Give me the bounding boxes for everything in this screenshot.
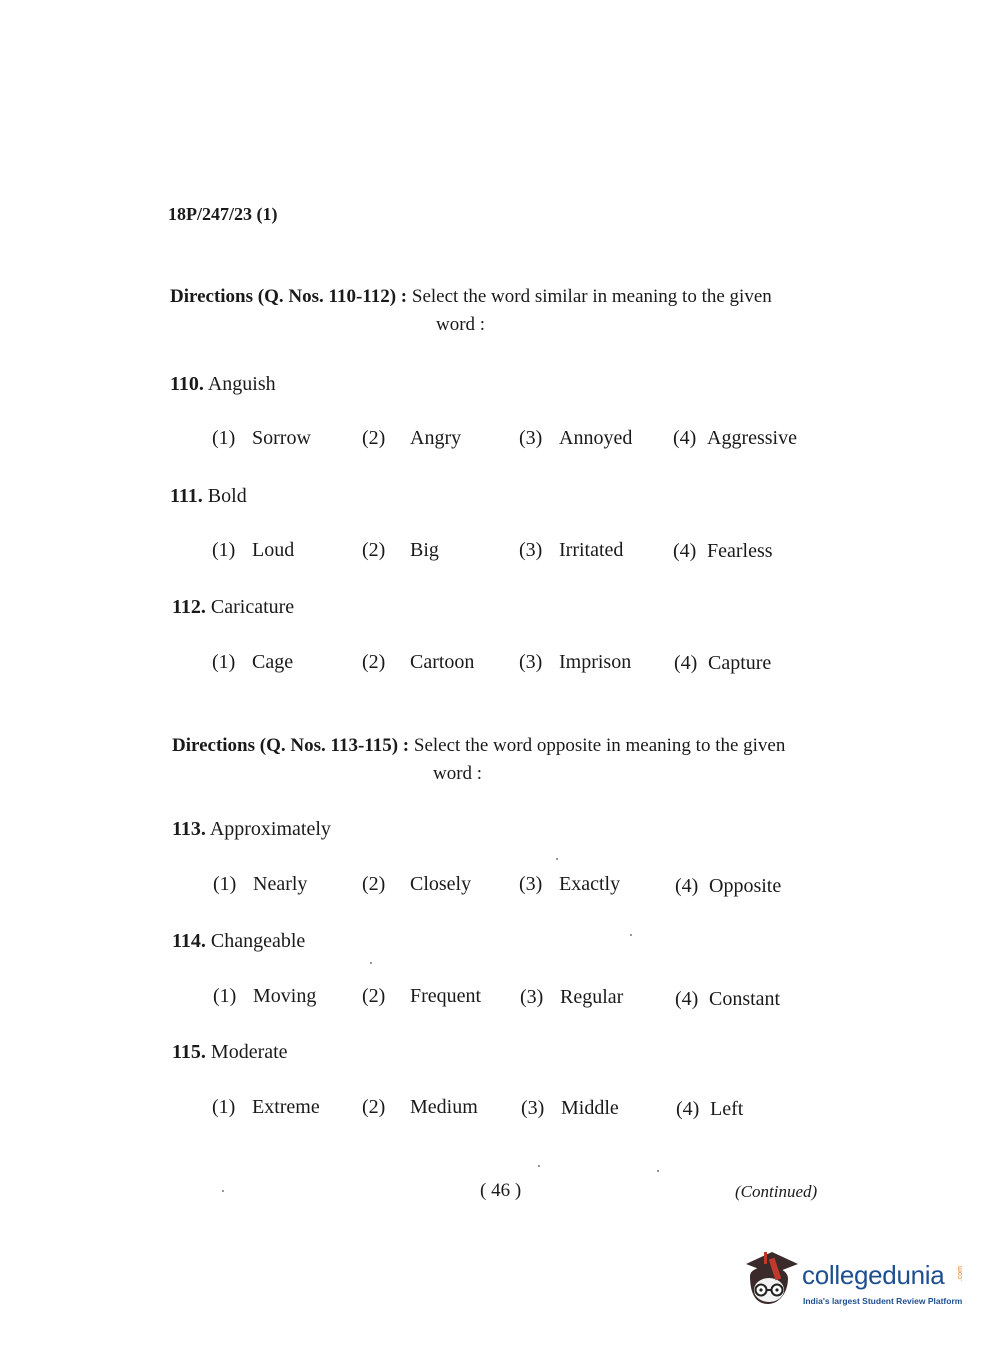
option-number: (1) xyxy=(212,539,236,561)
option-text: Irritated xyxy=(559,539,624,561)
option-110-2 xyxy=(362,427,461,450)
question-113 xyxy=(172,818,331,841)
option-text: Capture xyxy=(708,652,772,674)
collegedunia-logo xyxy=(742,1250,972,1315)
scan-speck xyxy=(630,934,632,936)
option-number: (3) xyxy=(520,986,544,1008)
option-text: Closely xyxy=(410,873,472,895)
option-number: (4) xyxy=(675,988,699,1010)
option-number: (2) xyxy=(362,427,386,449)
directions-label: Directions (Q. Nos. 110-112) : xyxy=(170,286,408,307)
option-114-1 xyxy=(213,985,316,1008)
option-text: Constant xyxy=(709,988,781,1010)
option-text: Big xyxy=(410,539,439,561)
question-110 xyxy=(170,373,276,396)
option-number: (1) xyxy=(212,427,236,449)
question-111 xyxy=(170,485,247,508)
option-113-3 xyxy=(519,873,620,896)
option-111-2 xyxy=(362,539,439,562)
option-112-1 xyxy=(212,651,293,674)
option-text: Aggressive xyxy=(707,427,797,449)
option-number: (3) xyxy=(519,873,543,895)
option-number: (4) xyxy=(673,427,697,449)
option-text: Cage xyxy=(252,651,294,673)
question-word: Bold xyxy=(207,485,247,507)
logo-brand: collegedunia xyxy=(802,1260,945,1290)
option-114-2 xyxy=(362,985,481,1008)
option-112-2 xyxy=(362,651,474,674)
option-number: (2) xyxy=(362,985,386,1007)
directions-text: Select the word opposite in meaning to the given xyxy=(413,735,786,756)
option-text: Middle xyxy=(561,1097,619,1119)
directions-continuation: word : xyxy=(436,314,486,335)
option-number: (4) xyxy=(676,1098,700,1120)
option-115-4 xyxy=(676,1098,743,1121)
option-text: Imprison xyxy=(559,651,632,673)
option-number: (3) xyxy=(521,1097,545,1119)
option-number: (4) xyxy=(674,652,698,674)
question-word: Caricature xyxy=(210,596,295,618)
directions-section-2 xyxy=(172,735,785,757)
question-number: 110. xyxy=(170,373,204,395)
question-112 xyxy=(172,596,294,619)
option-text: Frequent xyxy=(410,985,482,1007)
question-number: 113. xyxy=(172,818,206,840)
option-114-4 xyxy=(675,988,780,1011)
question-word: Approximately xyxy=(209,818,331,840)
scan-speck xyxy=(538,1165,540,1167)
directions-text: Select the word similar in meaning to the given xyxy=(411,286,772,307)
option-text: Opposite xyxy=(709,875,782,897)
option-113-2 xyxy=(362,873,471,896)
option-113-4 xyxy=(675,875,781,898)
option-115-2 xyxy=(362,1096,478,1119)
question-number: 115. xyxy=(172,1041,206,1063)
option-number: (2) xyxy=(362,539,386,561)
option-text: Medium xyxy=(410,1096,478,1118)
question-number: 114. xyxy=(172,930,206,952)
scan-speck xyxy=(657,1170,659,1172)
option-114-3 xyxy=(520,986,623,1009)
option-115-3 xyxy=(521,1097,619,1120)
question-number: 111. xyxy=(170,485,203,507)
directions-continuation: word : xyxy=(433,763,483,784)
option-text: Fearless xyxy=(707,540,773,562)
option-110-4 xyxy=(673,427,797,450)
option-number: (1) xyxy=(212,651,236,673)
option-number: (2) xyxy=(362,651,386,673)
option-113-1 xyxy=(213,873,307,896)
option-text: Loud xyxy=(252,539,295,561)
directions-label: Directions (Q. Nos. 113-115) : xyxy=(172,735,410,756)
page-number: ( 46 ) xyxy=(480,1180,522,1201)
logo-domain-suffix: .com xyxy=(957,1266,964,1282)
scan-speck xyxy=(370,962,372,964)
paper-code: 18P/247/23 (1) xyxy=(168,204,278,224)
question-115 xyxy=(172,1041,288,1064)
option-number: (3) xyxy=(519,651,543,673)
option-111-1 xyxy=(212,539,294,562)
question-number: 112. xyxy=(172,596,206,618)
option-text: Sorrow xyxy=(252,427,311,449)
option-number: (1) xyxy=(213,985,237,1007)
option-number: (3) xyxy=(519,539,543,561)
option-text: Extreme xyxy=(252,1096,320,1118)
question-114 xyxy=(172,930,305,953)
option-110-1 xyxy=(212,427,311,450)
mascot-icon xyxy=(742,1250,800,1312)
option-text: Cartoon xyxy=(410,651,475,673)
question-word: Anguish xyxy=(207,373,276,395)
option-111-4 xyxy=(673,540,773,563)
scan-speck xyxy=(556,858,558,860)
continued-label: (Continued) xyxy=(735,1182,818,1201)
directions-section-1 xyxy=(170,286,772,308)
option-number: (4) xyxy=(675,875,699,897)
option-text: Moving xyxy=(253,985,317,1007)
option-number: (1) xyxy=(212,1096,236,1118)
option-number: (1) xyxy=(213,873,237,895)
option-112-3 xyxy=(519,651,631,674)
option-text: Nearly xyxy=(253,873,308,895)
option-111-3 xyxy=(519,539,623,562)
option-110-3 xyxy=(519,427,632,450)
option-text: Left xyxy=(710,1098,744,1120)
question-word: Changeable xyxy=(210,930,306,952)
logo-tagline: India's largest Student Review Platform xyxy=(803,1296,963,1306)
scan-speck xyxy=(222,1190,224,1192)
option-115-1 xyxy=(212,1096,320,1119)
question-word: Moderate xyxy=(210,1041,288,1063)
option-number: (3) xyxy=(519,427,543,449)
option-text: Regular xyxy=(560,986,624,1008)
option-number: (2) xyxy=(362,873,386,895)
option-number: (4) xyxy=(673,540,697,562)
option-112-4 xyxy=(674,652,771,675)
option-text: Exactly xyxy=(559,873,621,895)
option-text: Annoyed xyxy=(559,427,633,449)
option-number: (2) xyxy=(362,1096,386,1118)
option-text: Angry xyxy=(410,427,462,449)
